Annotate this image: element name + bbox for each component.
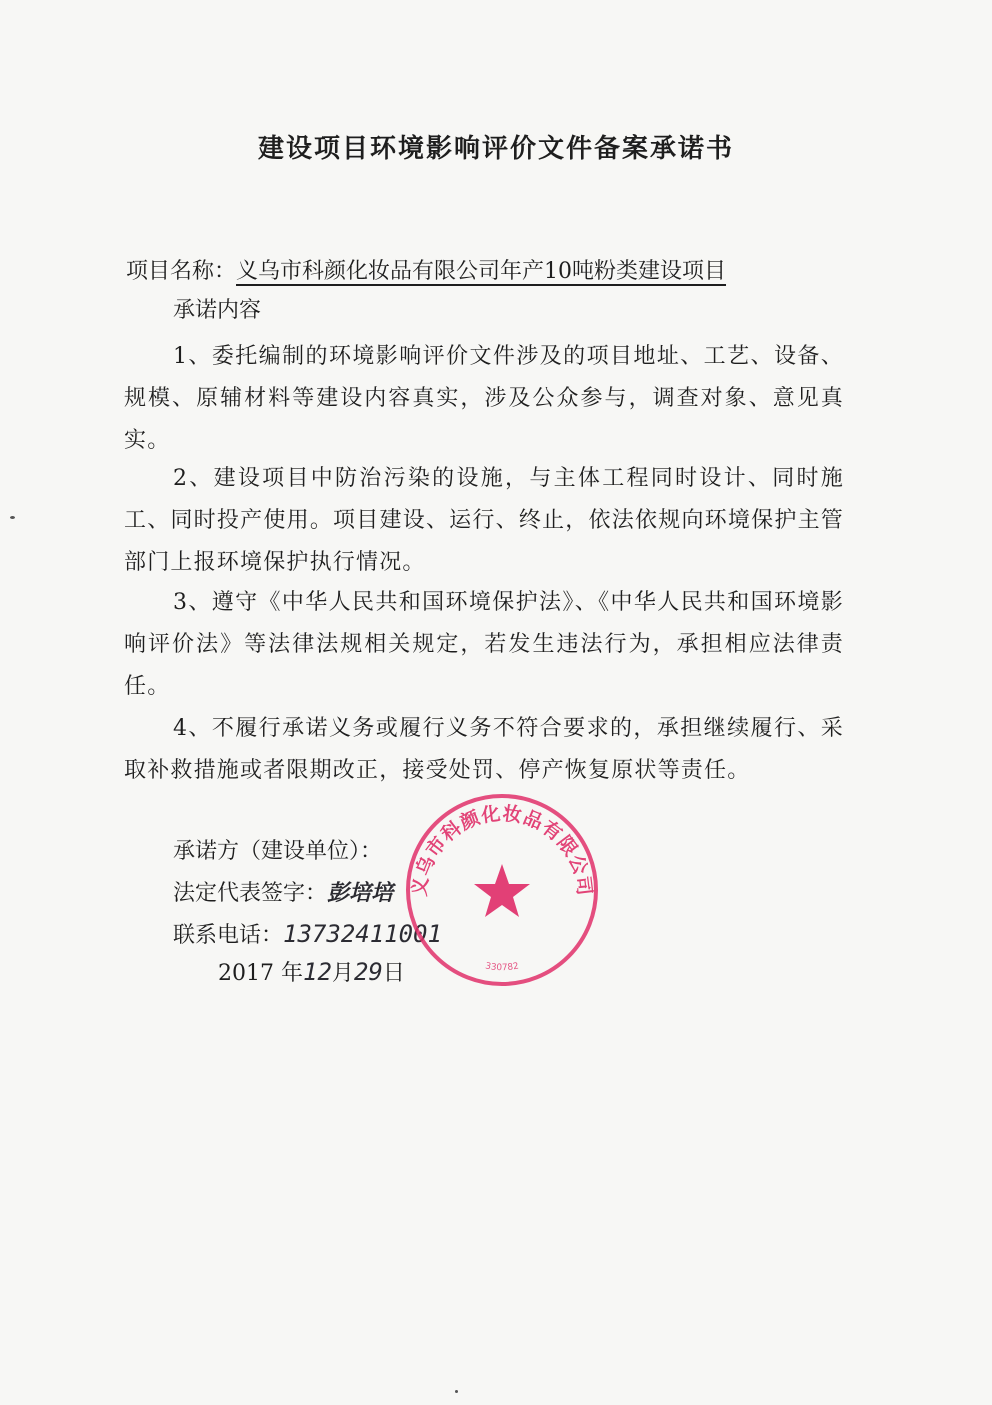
- company-seal: [402, 790, 602, 990]
- date-month-suffix: 月: [331, 961, 354, 986]
- commitment-paragraph-2: [124, 458, 844, 584]
- paragraph-text: 2、建设项目中防治污染的设施，与主体工程同时设计、同时施工、同时投产使用。项目建设、运行、终止，依法依规向环境保护主管部门上报环境保护执行情况。: [124, 466, 844, 575]
- phone-label: 联系电话：: [173, 923, 284, 948]
- paper-speck: [455, 1390, 458, 1393]
- legal-rep-line: [173, 876, 393, 907]
- commitment-paragraph-3: [124, 582, 844, 708]
- date-year-suffix: 年: [281, 961, 304, 986]
- commitment-paragraph-1: [124, 336, 844, 462]
- legal-rep-label: 法定代表签字：: [173, 881, 328, 906]
- section-heading: 承诺内容: [173, 298, 262, 323]
- page-title: 建设项目环境影响评价文件备案承诺书: [257, 134, 734, 164]
- phone-number: 13732411001: [283, 920, 442, 948]
- date-year: 2017: [218, 961, 274, 986]
- seal-code-text: 330782: [484, 961, 520, 974]
- paper-speck: [10, 516, 15, 519]
- date-day-suffix: 日: [382, 961, 405, 986]
- commitment-paragraph-4: [124, 708, 844, 792]
- seal-company-text: 义乌市科颜化妆品有限公司: [408, 802, 596, 898]
- date-day: 29: [353, 958, 383, 986]
- project-label: 项目名称：: [126, 259, 237, 284]
- legal-rep-signature: 彭培培: [327, 880, 394, 906]
- paragraph-text: 3、遵守《中华人民共和国环境保护法》、《中华人民共和国环境影响评价法》等法律法规相关规定，若发生违法行为，承担相应法律责任。: [124, 590, 844, 699]
- promisor-label: 承诺方（建设单位）：: [173, 839, 383, 864]
- promisor-line: [173, 834, 382, 865]
- date-line: [218, 956, 405, 987]
- paragraph-text: 4、不履行承诺义务或履行义务不符合要求的，承担继续履行、采取补救措施或者限期改正，接受处罚、停产恢复原状等责任。: [124, 716, 844, 783]
- project-name-line: [126, 254, 726, 285]
- date-month: 12: [303, 958, 332, 986]
- seal-star-icon: [474, 864, 530, 917]
- project-name: 义乌市科颜化妆品有限公司年产10吨粉类建设项目: [236, 259, 727, 284]
- paragraph-text: 1、委托编制的环境影响评价文件涉及的项目地址、工艺、设备、规模、原辅材料等建设内容真实，涉及公众参与，调查对象、意见真实。: [124, 344, 844, 453]
